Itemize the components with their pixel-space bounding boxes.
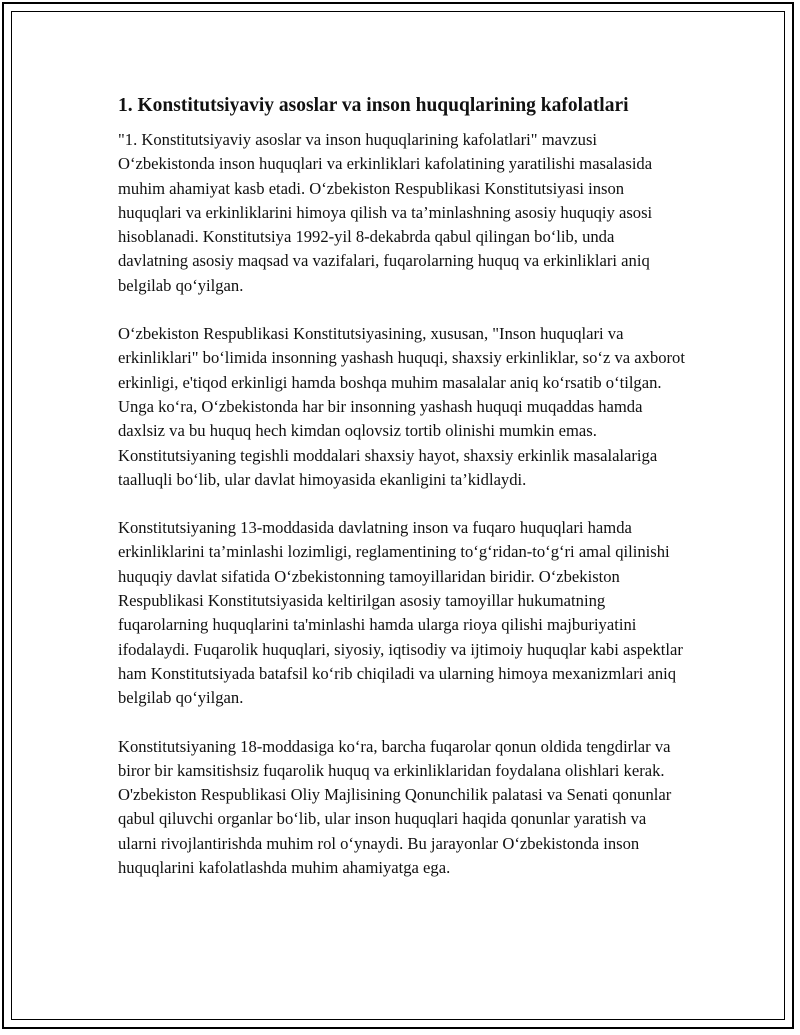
paragraph-2: O‘zbekiston Respublikasi Konstitutsiyasining, xususan, "Inson huquqlari va erkinliklari" bo‘limida insonning yashash huquqi, shaxsiy erkinliklar, so‘z va axborot erkinligi, e'tiqod erkinligi hamda boshqa muhim masalalar aniq ko‘rsatib o‘tilgan. Unga ko‘ra, O‘zbekistonda har bir insonning yashash huquqi muqaddas hamda daxlsiz va bu huquq hech kimdan oqlovsiz tortib olinishi mumkin emas. Konstitutsiyaning tegishli moddalari shaxsiy hayot, shaxsiy erkinlik masalalariga taalluqli bo‘lib, ular davlat himoyasida ekanligini ta’kidlaydi. — [118, 324, 685, 489]
paragraph-1: "1. Konstitutsiyaviy asoslar va inson huquqlarining kafolatlari" mavzusi O‘zbekistonda inson huquqlari va erkinliklari kafolatining yaratilishi masalasida muhim ahamiyat kasb etadi. O‘zbekiston Respublikasi Konstitutsiyasi inson huquqlari va erkinliklarini himoya qilish va ta’minlashning asosiy huquqiy asosi hisoblanadi. Konstitutsiya 1992-yil 8-dekabrda qabul qilingan bo‘lib, unda davlatning asosiy maqsad va vazifalari, fuqarolarning huquq va erkinliklari aniq belgilab qo‘yilgan. — [118, 130, 653, 295]
document-body — [118, 92, 688, 904]
document-title: 1. Konstitutsiyaviy asoslar va inson huquqlarining kafolatlari — [118, 95, 629, 116]
paragraph-4: Konstitutsiyaning 18-moddasiga ko‘ra, barcha fuqarolar qonun oldida tengdirlar va biror bir kamsitishsiz fuqarolik huquq va erkinliklaridan foydalana olishlari kerak. O'zbekiston Respublikasi Oliy Majlisining Qonunchilik palatasi va Senati qonunlar qabul qiluvchi organlar bo‘lib, ular inson huquqlari haqida qonunlar yaratish va ularni rivojlantirishda muhim rol o‘ynaydi. Bu jarayonlar O‘zbekistonda inson huquqlarini kafolatlashda muhim ahamiyatga ega. — [118, 736, 672, 878]
paragraph-3: Konstitutsiyaning 13-moddasida davlatning inson va fuqaro huquqlari hamda erkinliklarini ta’minlashi lozimligi, reglamentining to‘g‘ridan-to‘g‘ri amal qilinishi huquqiy davlat sifatida O‘zbekistonning tamoyillaridan biridir. O‘zbekiston Respublikasi Konstitutsiyasida keltirilgan asosiy tamoyillar hukumatning fuqarolarning huquqlarini ta'minlashi hamda ularga rioya qilishi majburiyatini ifodalaydi. Fuqarolik huquqlari, siyosiy, iqtisodiy va ijtimoiy huquqlar kabi aspektlar ham Konstitutsiyada batafsil ko‘rib chiqiladi va ularning himoya mexanizmlari aniq belgilab qo‘yilgan. — [118, 518, 683, 708]
